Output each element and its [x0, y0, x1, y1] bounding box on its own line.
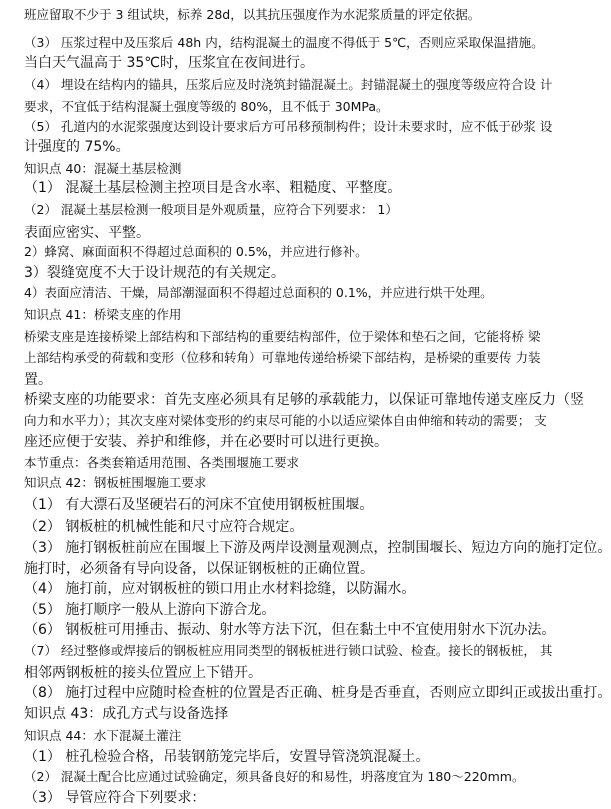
- section-heading: 知识点 43：成孔方式与设备选择: [24, 706, 229, 722]
- text-line: 桥梁支座的功能要求：首先支座必须具有足够的承载能力，以保证可靠地传递支座反力（竖: [24, 392, 584, 408]
- text-line: 班应留取不少于 3 组试块，标养 28d，以其抗压强度作为水泥浆质量的评定依据。: [24, 7, 481, 22]
- text-line: （2） 混凝土基层检测一般项目是外观质量，应符合下列要求： 1）: [24, 202, 398, 217]
- text-line: 表面应密实、平整。: [24, 225, 150, 241]
- text-line: 置。: [24, 372, 52, 388]
- text-line: （4） 施打前，应对钢板桩的锁口用止水材料捻缝，以防漏水。: [24, 581, 416, 597]
- text-line: 3）裂缝宽度不大于设计规范的有关规定。: [24, 265, 285, 281]
- section-heading: 知识点 42：钢板桩围堰施工要求: [24, 475, 207, 490]
- text-line: 当白天气温高于 35℃时，压浆宜在夜间进行。: [24, 55, 314, 71]
- text-line: 上部结构承受的荷载和变形（位移和转角）可靠地传递给桥梁下部结构，是桥梁的重要传 力装: [24, 350, 541, 365]
- section-heading: 知识点 44：水下混凝土灌注: [24, 728, 182, 743]
- text-line: （3） 压浆过程中及压浆后 48h 内，结构混凝土的温度不得低于 5℃，否则应采取保温措施。: [24, 35, 544, 50]
- text-line: （7） 经过整修或焊接后的钢板桩应用同类型的钢板桩进行锁口试验、检查。接长的钢板桩， 其: [24, 643, 553, 658]
- text-line: （1） 有大漂石及坚硬岩石的河床不宜使用钢板桩围堰。: [24, 497, 374, 513]
- text-line: （6） 钢板桩可用捶击、振动、射水等方法下沉，但在黏土中不宜使用射水下沉办法。: [24, 622, 556, 638]
- text-line: （3） 施打钢板桩前应在围堰上下游及两岸设测量观测点，控制围堰长、短边方向的施打定位。: [24, 540, 611, 556]
- text-line: （3） 导管应符合下列要求：: [24, 790, 206, 806]
- text-line: （5） 孔道内的水泥浆强度达到设计要求后方可吊移预制构件；设计未要求时，应不低于砂浆 设: [24, 119, 553, 134]
- text-line: 2）蜂窝、麻面面积不得超过总面积的 0.5%，并应进行修补。: [24, 244, 368, 259]
- text-line: （2） 钢板桩的机械性能和尺寸应符合规定。: [24, 519, 304, 535]
- text-line: 向力和水平力）；其次支座对梁体变形的约束尽可能的小以适应梁体自由伸缩和转动的需要； 支: [24, 413, 547, 428]
- text-line: （5） 施打顺序一般从上游向下游合龙。: [24, 602, 276, 618]
- text-line: 4）表面应清洁、干燥，局部潮湿面积不得超过总面积的 0.1%，并应进行烘干处理。: [24, 285, 493, 300]
- section-heading: 知识点 41：桥梁支座的作用: [24, 307, 182, 322]
- text-line: 座还应便于安装、养护和维修，并在必要时可以进行更换。: [24, 434, 388, 450]
- text-line: 要求，不宜低于结构混凝土强度等级的 80%，且不低于 30MPa。: [24, 99, 389, 114]
- section-heading: 本节重点：各类套箱适用范围、各类围堰施工要求: [24, 455, 300, 470]
- text-line: （1） 混凝土基层检测主控项目是含水率、粗糙度、平整度。: [24, 180, 402, 196]
- text-line: （2） 混凝土配合比应通过试验确定，须具备良好的和易性，坍落度宜为 180～220mm。: [24, 769, 525, 784]
- text-line: （1） 桩孔检验合格，吊装钢筋笼完毕后，安置导管浇筑混凝土。: [24, 749, 430, 765]
- text-line: （8） 施打过程中应随时检查桩的位置是否正确、桩身是否垂直，否则应立即纠正或拔出重打。: [24, 685, 611, 701]
- text-line: （4） 埋设在结构内的锚具，压浆后应及时浇筑封锚混凝土。封锚混凝土的强度等级应符合设 计: [24, 77, 553, 92]
- section-heading: 知识点 40：混凝土基层检测: [24, 161, 182, 176]
- text-line: 桥梁支座是连接桥梁上部结构和下部结构的重要结构部件，位于梁体和垫石之间，它能将桥 梁: [24, 329, 541, 344]
- text-line: 施打时，必须备有导向设备，以保证钢板桩的正确位置。: [24, 561, 374, 577]
- text-line: 相邻两钢板桩的接头位置应上下错开。: [24, 665, 262, 681]
- text-line: 计强度的 75%。: [24, 139, 130, 155]
